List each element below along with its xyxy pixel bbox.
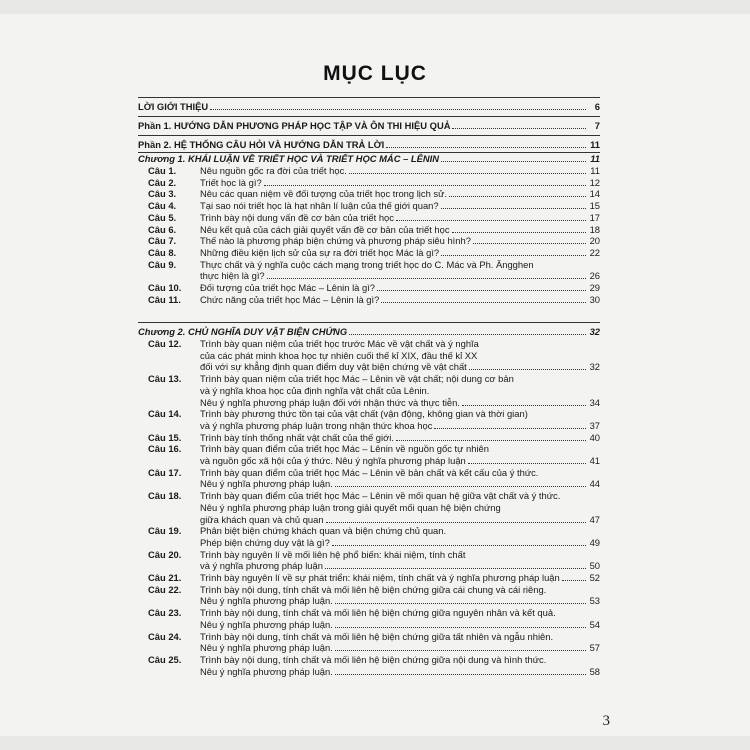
toc-chapter-entry[interactable]	[138, 326, 600, 338]
question-text: Trình bày quan điểm của triết học Mác – Lênin về nguồn gốc tự nhiên	[200, 443, 489, 455]
toc-question-entry[interactable]	[138, 294, 600, 306]
section-divider	[138, 97, 600, 98]
toc-question-entry[interactable]	[138, 188, 600, 200]
question-text-continued: Nêu ý nghĩa phương pháp luận.	[200, 665, 333, 677]
toc-question-entry[interactable]	[138, 247, 600, 259]
question-text-continued: và ý nghĩa khoa học của định nghĩa vật chất của Lênin.	[200, 384, 430, 396]
question-page: 44	[589, 478, 600, 490]
toc-section-entry-page: 11	[590, 139, 600, 150]
toc-question-entry[interactable]	[138, 408, 600, 431]
question-text: Thực chất và ý nghĩa cuộc cách mạng trong triết học do C. Mác và Ph. Ăngghen	[200, 258, 534, 270]
question-number: Câu 14.	[148, 408, 182, 420]
toc-chapter-entry-page: 32	[589, 326, 600, 337]
question-text: Trình bày nội dung vấn đề cơ bản của triết học	[200, 211, 394, 223]
question-number: Câu 12.	[148, 338, 182, 349]
dot-leader	[349, 173, 586, 174]
question-page: 29	[589, 282, 600, 293]
question-page: 14	[589, 188, 600, 200]
dot-leader	[468, 463, 586, 464]
question-text: Những điều kiện lịch sử của sự ra đời triết học Mác là gì?	[200, 246, 440, 258]
toc-question-entry[interactable]	[138, 212, 600, 224]
question-text-continued: và nguồn gốc xã hội của ý thức. Nêu ý nghĩa phương pháp luận	[200, 455, 466, 466]
dot-leader	[462, 405, 586, 406]
question-text-continued: Nêu ý nghĩa phương pháp luận.	[200, 595, 333, 607]
toc-question-entry[interactable]	[138, 224, 600, 236]
toc-chapter-entry-label: Chương 2. CHỦ NGHĨA DUY VẬT BIỆN CHỨNG	[138, 326, 348, 337]
dot-leader	[473, 243, 586, 244]
question-number: Câu 4.	[148, 200, 177, 212]
question-text: Nêu kết quả của cách giải quyết vấn đề cơ bản của triết học	[200, 223, 450, 235]
question-number: Câu 8.	[148, 246, 177, 258]
question-number: Câu 7.	[148, 235, 177, 247]
question-text: Trình bày tính thống nhất vật chất của thế giới.	[200, 431, 394, 443]
question-text: Trình bày nội dung, tính chất và mối liên hệ biện chứng giữa nội dung và hình thức.	[200, 653, 547, 665]
dot-leader	[264, 185, 586, 186]
question-number: Câu 18.	[148, 490, 182, 502]
dot-leader	[562, 580, 586, 581]
question-text: Trình bày quan điểm của triết học Mác – Lênin về mối quan hệ giữa vật chất và ý thức.	[200, 490, 561, 502]
question-text-continued: Nêu ý nghĩa phương pháp luận trong giải quyết mối quan hệ biện chứng	[200, 501, 501, 513]
question-page: 58	[589, 665, 600, 677]
dot-leader	[396, 220, 586, 221]
dot-leader	[396, 440, 586, 441]
dot-leader	[335, 674, 586, 675]
toc-question-entry[interactable]	[138, 200, 600, 212]
question-text-continued: của các phát minh khoa học tự nhiên cuối thế kỉ XIX, đầu thế kỉ XX	[200, 349, 478, 361]
question-text: Trình bày nội dung, tính chất và mối liên hệ biện chứng giữa tất nhiên và ngẫu nhiên.	[200, 630, 554, 642]
toc-question-entry[interactable]	[138, 165, 600, 177]
toc-question-entry[interactable]	[138, 235, 600, 247]
question-number: Câu 5.	[148, 211, 177, 223]
question-text: Nêu nguồn gốc ra đời của triết học.	[200, 165, 347, 176]
question-page: 40	[589, 431, 600, 443]
question-number: Câu 11.	[148, 293, 181, 305]
toc-question-entry[interactable]	[138, 432, 600, 444]
dot-leader	[441, 255, 586, 256]
question-page: 18	[589, 223, 600, 235]
dot-leader	[267, 278, 586, 279]
question-text: Trình bày quan niệm của triết học trước Mác về vật chất và ý nghĩa	[200, 338, 479, 349]
question-page: 37	[589, 419, 600, 431]
question-page: 50	[589, 560, 600, 572]
dot-leader	[386, 147, 586, 148]
question-text: Trình bày nội dung, tính chất và mối liên hệ biện chứng giữa cái chung và cái riêng.	[200, 583, 547, 595]
question-text-continued: và ý nghĩa phương pháp luận	[200, 560, 323, 572]
question-number: Câu 16.	[148, 443, 182, 455]
toc-section-entry-label: Phần 1. HƯỚNG DẪN PHƯƠNG PHÁP HỌC TẬP VÀ ÔN THI HIỆU QUẢ	[138, 120, 451, 131]
toc-section-entry-label: Phần 2. HỆ THỐNG CÂU HỎI VÀ HƯỚNG DẪN TRẢ LỜI	[138, 139, 385, 150]
question-page: 32	[589, 361, 600, 373]
toc-question-entry[interactable]	[138, 259, 600, 282]
question-number: Câu 25.	[148, 653, 182, 665]
toc-section-entry-label: LỜI GIỚI THIỆU	[138, 101, 209, 112]
question-text: Đối tượng của triết học Mác – Lênin là gì?	[200, 282, 376, 293]
toc-chapter-entry-page: 11	[590, 153, 600, 164]
dot-leader	[326, 522, 586, 523]
question-page: 17	[589, 211, 600, 223]
dot-leader	[452, 232, 586, 233]
question-text: Nêu các quan niệm về đối tượng của triết học trong lịch sử.	[200, 188, 447, 200]
question-page: 52	[589, 572, 600, 583]
question-page: 57	[589, 642, 600, 654]
toc-section-entry[interactable]	[138, 101, 600, 113]
toc-chapter-entry[interactable]	[138, 153, 600, 165]
toc-section-entry[interactable]	[138, 139, 600, 151]
dot-leader	[325, 568, 586, 569]
section-divider	[138, 135, 600, 136]
question-number: Câu 22.	[148, 583, 182, 595]
toc-question-entry[interactable]	[138, 443, 600, 466]
dot-leader	[210, 109, 586, 110]
question-number: Câu 15.	[148, 431, 182, 443]
question-text-continued: và ý nghĩa phương pháp luận trong nhận thức khoa học	[200, 419, 433, 431]
toc-question-entry[interactable]	[138, 549, 600, 572]
question-number: Câu 23.	[148, 607, 182, 619]
question-text-continued: Nêu ý nghĩa phương pháp luận đối với nhận thức và thực tiễn.	[200, 396, 460, 408]
question-number: Câu 1.	[148, 165, 177, 176]
question-text: Thế nào là phương pháp biện chứng và phương pháp siêu hình?	[200, 235, 471, 247]
toc-question-entry[interactable]	[138, 654, 600, 677]
toc-question-entry[interactable]	[138, 525, 600, 548]
question-text: Triết học là gì?	[200, 176, 262, 188]
question-text-continued: Nêu ý nghĩa phương pháp luận.	[200, 618, 333, 630]
question-page: 15	[589, 200, 600, 212]
question-page: 47	[589, 513, 600, 525]
question-page: 20	[589, 235, 600, 247]
question-text: Trình bày quan niệm của triết học Mác – Lênin về vật chất; nội dung cơ bản	[200, 373, 514, 385]
dot-leader	[441, 161, 586, 162]
dot-leader	[434, 428, 586, 429]
question-page: 54	[589, 618, 600, 630]
dot-leader	[335, 627, 586, 628]
page-edge-top	[0, 0, 750, 14]
dot-leader	[335, 486, 586, 487]
dot-leader	[441, 208, 586, 209]
question-text: Trình bày nguyên lí về mối liên hệ phổ biến: khái niệm, tính chất	[200, 548, 466, 560]
question-page: 30	[589, 293, 600, 305]
question-number: Câu 3.	[148, 188, 177, 200]
question-number: Câu 10.	[148, 282, 182, 293]
question-number: Câu 6.	[148, 223, 177, 235]
section-divider	[138, 322, 600, 323]
question-text: Trình bày nguyên lí về sự phát triển: khái niệm, tính chất và ý nghĩa phương pháp luận	[200, 572, 560, 583]
question-number: Câu 2.	[148, 176, 177, 188]
toc-section-entry-page: 6	[594, 101, 600, 112]
toc-question-entry[interactable]	[138, 338, 600, 373]
question-text: Chức năng của triết học Mác – Lênin là gì?	[200, 293, 380, 305]
question-number: Câu 21.	[148, 572, 182, 583]
question-number: Câu 20.	[148, 548, 182, 560]
question-text: Trình bày nội dung, tính chất và mối liên hệ biện chứng giữa nguyên nhân và kết quả.	[200, 607, 556, 619]
dot-leader	[335, 603, 586, 604]
page-edge-bottom	[0, 736, 750, 750]
question-number: Câu 9.	[148, 258, 177, 270]
question-text-continued: Nêu ý nghĩa phương pháp luận.	[200, 478, 333, 490]
question-text-continued: đối với sự khẳng định quan điểm duy vật biện chứng về vật chất	[200, 361, 467, 373]
question-page: 49	[589, 536, 600, 548]
question-text-continued: thực hiện là gì?	[200, 270, 265, 282]
question-text: Trình bày phương thức tồn tại của vật chất (vận động, không gian và thời gian)	[200, 408, 528, 420]
question-number: Câu 17.	[148, 466, 182, 478]
question-page: 11	[590, 165, 600, 176]
question-text: Phân biệt biện chứng khách quan và biện chứng chủ quan.	[200, 525, 447, 537]
question-page: 53	[589, 595, 600, 607]
question-text: Trình bày quan điểm của triết học Mác – Lênin về bản chất và kết cấu của ý thức.	[200, 466, 539, 478]
toc-question-entry[interactable]	[138, 282, 600, 294]
dot-leader	[332, 545, 586, 546]
question-text-continued: Nêu ý nghĩa phương pháp luận.	[200, 642, 333, 654]
question-page: 26	[589, 270, 600, 282]
dot-leader	[452, 128, 586, 129]
question-text-continued: giữa khách quan và chủ quan	[200, 513, 324, 525]
section-divider	[138, 116, 600, 117]
question-number: Câu 13.	[148, 373, 182, 385]
toc-question-entry[interactable]	[138, 177, 600, 189]
question-text: Tại sao nói triết học là hạt nhân lí luận của thế giới quan?	[200, 200, 439, 212]
question-page: 22	[589, 246, 600, 258]
page-number: 3	[602, 713, 610, 729]
question-page: 12	[589, 176, 600, 188]
toc-question-entry[interactable]	[138, 467, 600, 490]
toc-question-entry[interactable]	[138, 572, 600, 584]
dot-leader	[469, 369, 586, 370]
toc-question-entry[interactable]	[138, 490, 600, 525]
toc-chapter-entry-label: Chương 1. KHÁI LUẬN VỀ TRIẾT HỌC VÀ TRIẾT HỌC MÁC – LÊNIN	[138, 153, 440, 164]
toc-question-entry[interactable]	[138, 631, 600, 654]
question-page: 41	[589, 455, 600, 466]
toc-question-entry[interactable]	[138, 584, 600, 607]
toc-section-entry-page: 7	[594, 120, 600, 131]
toc-question-entry[interactable]	[138, 373, 600, 408]
dot-leader	[381, 302, 586, 303]
question-number: Câu 19.	[148, 525, 182, 537]
toc-question-entry[interactable]	[138, 607, 600, 630]
page-title: MỤC LỤC	[323, 62, 427, 85]
dot-leader	[349, 334, 586, 335]
question-number: Câu 24.	[148, 630, 182, 642]
dot-leader	[449, 196, 586, 197]
toc-section-entry[interactable]	[138, 120, 600, 132]
dot-leader	[335, 650, 586, 651]
dot-leader	[377, 290, 586, 291]
question-text-continued: Phép biện chứng duy vật là gì?	[200, 536, 330, 548]
question-page: 34	[589, 396, 600, 408]
